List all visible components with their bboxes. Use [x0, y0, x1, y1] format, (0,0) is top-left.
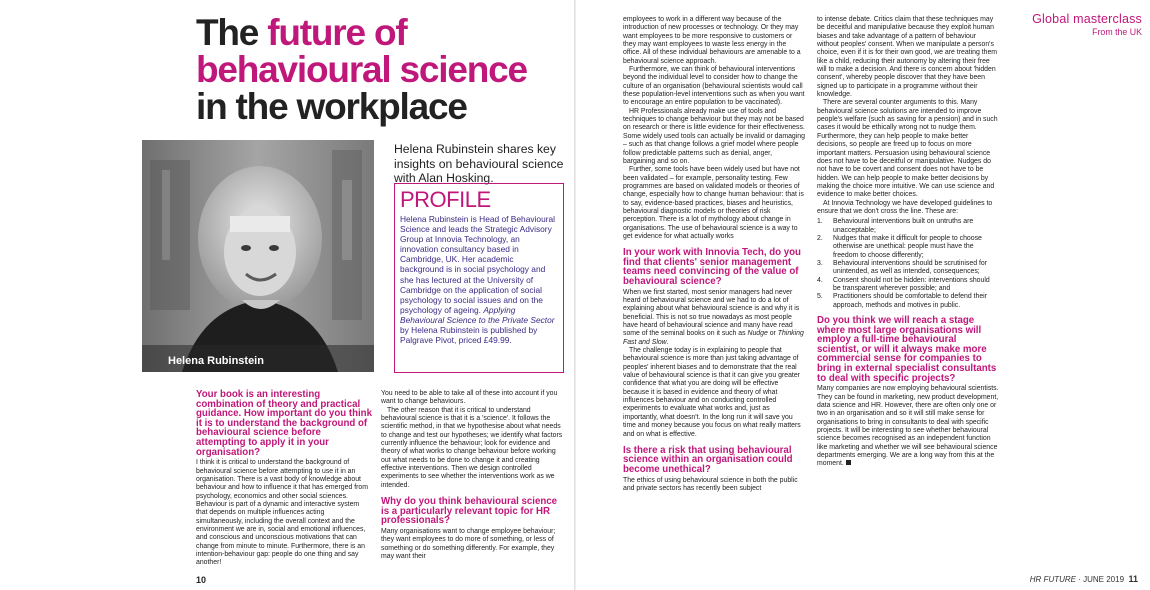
- section-title: Global masterclass: [1032, 12, 1142, 26]
- right-column-2: [817, 16, 999, 469]
- answer-2-continued: employees to work in a different way because of the introduction of new processes or technology. Or they may want employees to be more responsive to customers or they may want employees to waste less energy in the office. All of these individual behaviours are amenable to a behavioural science approach.: [623, 16, 801, 65]
- left-page-number: 10: [196, 575, 207, 585]
- answer-2-paragraph-3: HR Professionals already make use of tools and techniques to change behaviour but they may not be based on research or there is little evidence for their effectiveness. Some widely used tools can actually be invalid or damaging – such as that change follows a grief model where people follow predictable patterns such as denial, anger, bargaining and so on.: [623, 107, 805, 165]
- right-column-1: [623, 16, 805, 493]
- answer-4-continued: to intense debate. Critics claim that these techniques may be deceitful and manipulative because they exploit human biases and take advantage of a pattern of behaviour without peoples' consent. When we manipulate a person's choice, even if it is for their own good, we are treating them like a child, reducing their autonomy by altering their free will to make a decision. And there is concern about 'hidden consent', whereby people discover that they have been signed up to participate in a programme without their knowledge.: [817, 16, 998, 99]
- list-item-text: Behavioural interventions should be scrutinised for unintended, as well as intended, consequences;: [833, 259, 987, 276]
- answer-3-text-a: When we first started, most senior managers had never heard of behavioural science and we had to do a lot of explaining about what behavioural science is and why it is beneficial. This is not so true nowadays as most people have heard of behavioural science and many have read some of the seminal books on it such as: [623, 288, 800, 338]
- profile-bio: Helena Rubinstein is Head of Behavioural Science and leads the Strategic Advisory Group at Innovia Technology, an innovation consultancy based in Cambridge, UK. Her academic background is in social psychology and she has lectured at the University of Cambridge on the application of social psychology to social issues and on the psychology of ageing.: [400, 214, 556, 315]
- portrait-illustration: [142, 140, 374, 372]
- end-of-article-mark: [846, 460, 851, 465]
- title-post: in the workplace: [196, 86, 467, 127]
- section-header: [1032, 12, 1142, 37]
- list-item-number: 3.: [817, 259, 823, 267]
- question-4: Is there a risk that using behavioural science within an organisation could become unethical?: [623, 444, 793, 476]
- answer-3-text-c: .: [666, 338, 669, 346]
- answer-1-continued: You need to be able to take all of these into account if you want to change behaviours.: [381, 390, 558, 406]
- answer-5-paragraph: [817, 385, 999, 468]
- question-5: Do you think we will reach a stage where most large organisations will employ a full-time behavioural scientist, or will it always make more commercial sense for companies to bring in external specialist consultants to deal with specific projects?: [817, 315, 997, 384]
- question-3: In your work with Innovia Tech, do you find that clients' senior management teams need convincing of the value of behavioural science?: [623, 247, 801, 288]
- answer-4-paragraph: The ethics of using behavioural science in both the public and private sectors has recently been subject: [623, 476, 798, 492]
- answer-3-paragraph: [623, 289, 805, 347]
- right-page: [576, 0, 1150, 590]
- portrait-photo: [142, 140, 374, 372]
- right-footer: [1030, 574, 1138, 584]
- right-page-number: 11: [1128, 574, 1138, 584]
- title-accent-2: behavioural science: [196, 49, 527, 90]
- profile-book-suffix: by Helena Rubinstein is published by Palgrave Pivot, priced £49.99.: [400, 325, 538, 346]
- book-nudge: Nudge: [747, 330, 768, 338]
- profile-box: [394, 183, 564, 373]
- left-column-2: [381, 390, 563, 561]
- title-accent-1: future of: [267, 12, 407, 53]
- list-item-number: 2.: [817, 234, 823, 242]
- list-item: [817, 277, 999, 294]
- profile-book-title: Applying Behavioural Science to the Private Sector: [400, 304, 555, 325]
- article-title: [196, 14, 556, 125]
- list-item-text: Nudges that make it difficult for people to choose otherwise are unethical: people must have the freedom to choose differently;: [833, 234, 982, 259]
- footer-separator: ·: [1076, 575, 1084, 584]
- answer-2-paragraph: Many organisations want to change employee behaviour; they want employees to do more of something, or less of something or do something differently. For example, they may want their: [381, 527, 556, 560]
- answer-5-text: Many companies are now employing behavioural scientists. They can be found in marketing, new product development, data science and HR. However, there are often only one or two in an organisation and so it will still make sense for organisations to bring in consultants to deal with specific projects. It will be interesting to see whether behavioural science becomes recognised as an independent function like marketing and whether we will see behavioural science departments emerging. We are a long way from this at the moment.: [817, 385, 999, 468]
- question-2: Why do you think behavioural science is a particularly relevant topic for HR professionals?: [381, 496, 558, 527]
- guidelines-list: [817, 218, 999, 310]
- title-pre: The: [196, 12, 268, 53]
- question-1: Your book is an interesting combination of theory and practical guidance. How important do you think it is to understand the background of behavioural science before attempting to apply it in your organisation?: [196, 389, 372, 458]
- list-item-text: Practitioners should be comfortable to defend their approach, methods and motives in public.: [833, 293, 987, 309]
- answer-4-paragraph-2: There are several counter arguments to this. Many behavioural science solutions are intended to improve people's welfare (such as saving for a pension) and in such cases it would be ethically wrong not to nudge them. Furthermore, they can help people to make better decisions, so people are freed up to focus on more important matters. Persuasion using behavioural science does not have to be deceitful or manipulative. Nudges do not have to be covert and consent does not have to be hidden. We can help people to make better decisions by making the choice more intuitive. We can use science and evidence to make better choices.: [817, 99, 998, 199]
- answer-2-paragraph-2: Furthermore, we can think of behavioural interventions beyond the individual level to consider how to change the culture of an organisation (behavioural scientists would call these population-level interventions such as when you want to encourage an entire population to be vaccinated).: [623, 66, 805, 107]
- left-column-1: [196, 390, 372, 568]
- answer-3-paragraph-2: The challenge today is in explaining to people that behavioural science is more than just taking advantage of peoples' inherent biases and to demonstrate that the real value of behavioural science is that it can give you greater confidence that what you are doing will be effective because it is based in evidence and theory of what influences behaviour and on conducting controlled experiments to evaluate what works and, just as importantly, what doesn't. In the long run it will save you time and money because you focus on what really matters and on what is effective.: [623, 347, 801, 438]
- list-item: [817, 293, 999, 310]
- photo-caption: Helena Rubinstein: [168, 355, 264, 367]
- list-item-number: 1.: [817, 218, 823, 226]
- book-thinking-fast-and-slow: Thinking Fast and Slow: [623, 330, 804, 346]
- section-subtitle: From the UK: [1092, 27, 1142, 37]
- list-item-text: Consent should not be hidden: interventions should be transparent wherever possible; and: [833, 276, 990, 292]
- left-page: [0, 0, 574, 590]
- magazine-name: HR FUTURE: [1029, 575, 1076, 584]
- issue-date: JUNE 2019: [1083, 575, 1125, 584]
- list-item-text: Behavioural interventions built on untruths are unacceptable;: [833, 218, 974, 234]
- answer-2-paragraph-4: Further, some tools have been widely used but have not been validated – for example, personality testing. Few programmes are based on validated models or theories of change, especially how to change human behaviour: that is to say, evidence-based practices, biases and heuristics, behavioural diagnostic models or theories of risk perception. There is a lot of mythology about change in organisations. The use of behavioural science is a way to get evidence for what actually works: [623, 166, 804, 240]
- list-item-number: 5.: [817, 293, 823, 301]
- list-item: [817, 235, 999, 260]
- profile-text: [400, 214, 558, 345]
- list-item: [817, 218, 999, 235]
- answer-1-paragraph: I think it is critical to understand the background of behavioural science before attempting to use it in an organisation. There is a vast body of knowledge about behaviour and how to influence it that has emerged from psychology, economics and other social sciences. Behaviour is part of a dynamic and interactive system that depends on multiple influences acting simultaneously, including the overall context and the environment we are in, social and emotional influences, and conscious and unconscious motivations that can change from minute to minute. Furthermore, there is an intention-behaviour gap: people do one thing and say another!: [196, 459, 368, 567]
- list-item-number: 4.: [817, 276, 823, 284]
- answer-1-paragraph-2: The other reason that it is critical to understand behavioural science is that it is a 'science'. It follows the scientific method, in that we hypothesise about what needs to change and test our hypotheses; we identify what factors currently influence the behaviour; look for evidence and theory of what works to change behaviour before working out what needs to be done to change it and creating effective interventions. Then we design controlled experiments to see whether the interventions work as we intended.: [381, 406, 563, 489]
- intro-standfirst: Helena Rubinstein shares key insights on behavioural science with Alan Hosking.: [394, 142, 564, 185]
- answer-4-paragraph-3: At Innovia Technology we have developed guidelines to ensure that we don't cross the line. These are:: [817, 199, 993, 215]
- list-item: [817, 260, 999, 277]
- answer-3-text-b: or: [767, 330, 778, 338]
- profile-heading: PROFILE: [400, 187, 491, 212]
